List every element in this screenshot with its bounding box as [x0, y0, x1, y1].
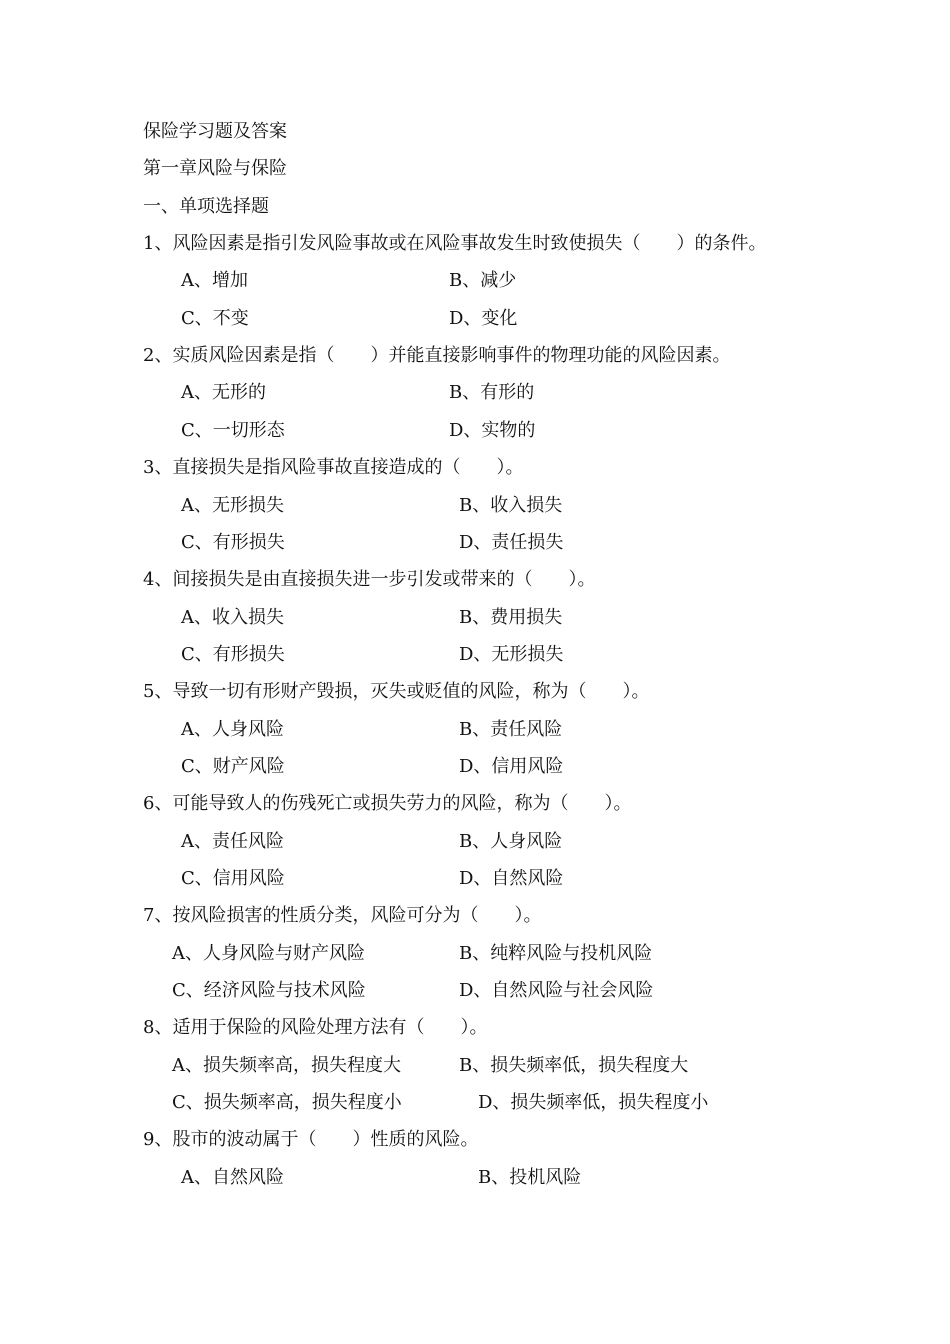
- q6-option-b: B、人身风险: [459, 831, 563, 852]
- question-8: 8、适用于保险的风险处理方法有（ ）。: [143, 1017, 488, 1038]
- question-1: 1、风险因素是指引发风险事故或在风险事故发生时致使损失（ ）的条件。: [143, 233, 767, 254]
- q4-option-c: C、有形损失: [181, 644, 285, 665]
- q6-option-a: A、责任风险: [181, 831, 284, 852]
- question-7: 7、按风险损害的性质分类，风险可分为（ ）。: [143, 905, 542, 926]
- q8-option-b: B、损失频率低，损失程度大: [459, 1055, 689, 1076]
- q8-option-a: A、损失频率高，损失程度大: [172, 1055, 401, 1076]
- q3-option-b: B、收入损失: [459, 495, 563, 516]
- q2-option-a: A、无形的: [181, 382, 266, 403]
- q4-option-a: A、收入损失: [181, 607, 284, 628]
- q7-option-c: C、经济风险与技术风险: [172, 980, 366, 1001]
- q8-option-d: D、损失频率低，损失程度小: [478, 1092, 709, 1113]
- question-3: 3、直接损失是指风险事故直接造成的（ ）。: [143, 457, 524, 478]
- q8-option-c: C、损失频率高，损失程度小: [172, 1092, 402, 1113]
- q1-option-d: D、变化: [449, 308, 518, 329]
- chapter-heading: 第一章风险与保险: [143, 158, 287, 179]
- q9-option-a: A、自然风险: [181, 1167, 284, 1188]
- q3-option-c: C、有形损失: [181, 532, 285, 553]
- q5-option-a: A、人身风险: [181, 719, 284, 740]
- q2-option-d: D、实物的: [449, 420, 536, 441]
- q1-option-a: A、增加: [181, 270, 248, 291]
- q6-option-c: C、信用风险: [181, 868, 285, 889]
- q5-option-c: C、财产风险: [181, 756, 285, 777]
- question-4: 4、间接损失是由直接损失进一步引发或带来的（ ）。: [143, 569, 596, 590]
- question-6: 6、可能导致人的伤残死亡或损失劳力的风险，称为（ ）。: [143, 793, 632, 814]
- q2-option-c: C、一切形态: [181, 420, 285, 441]
- q7-option-a: A、人身风险与财产风险: [172, 943, 365, 964]
- q1-option-b: B、减少: [449, 270, 517, 291]
- section-heading: 一、单项选择题: [143, 196, 269, 217]
- q1-option-c: C、不变: [181, 308, 249, 329]
- q3-option-d: D、责任损失: [459, 532, 564, 553]
- q4-option-d: D、无形损失: [459, 644, 564, 665]
- q9-option-b: B、投机风险: [478, 1167, 582, 1188]
- q7-option-d: D、自然风险与社会风险: [459, 980, 654, 1001]
- q5-option-d: D、信用风险: [459, 756, 564, 777]
- question-9: 9、股市的波动属于（ ）性质的风险。: [143, 1129, 479, 1150]
- document-title: 保险学习题及答案: [143, 121, 287, 142]
- question-2: 2、实质风险因素是指（ ）并能直接影响事件的物理功能的风险因素。: [143, 345, 731, 366]
- q5-option-b: B、责任风险: [459, 719, 563, 740]
- q3-option-a: A、无形损失: [181, 495, 284, 516]
- q6-option-d: D、自然风险: [459, 868, 564, 889]
- question-5: 5、导致一切有形财产毁损，灭失或贬值的风险，称为（ ）。: [143, 681, 650, 702]
- q4-option-b: B、费用损失: [459, 607, 563, 628]
- q7-option-b: B、纯粹风险与投机风险: [459, 943, 653, 964]
- q2-option-b: B、有形的: [449, 382, 535, 403]
